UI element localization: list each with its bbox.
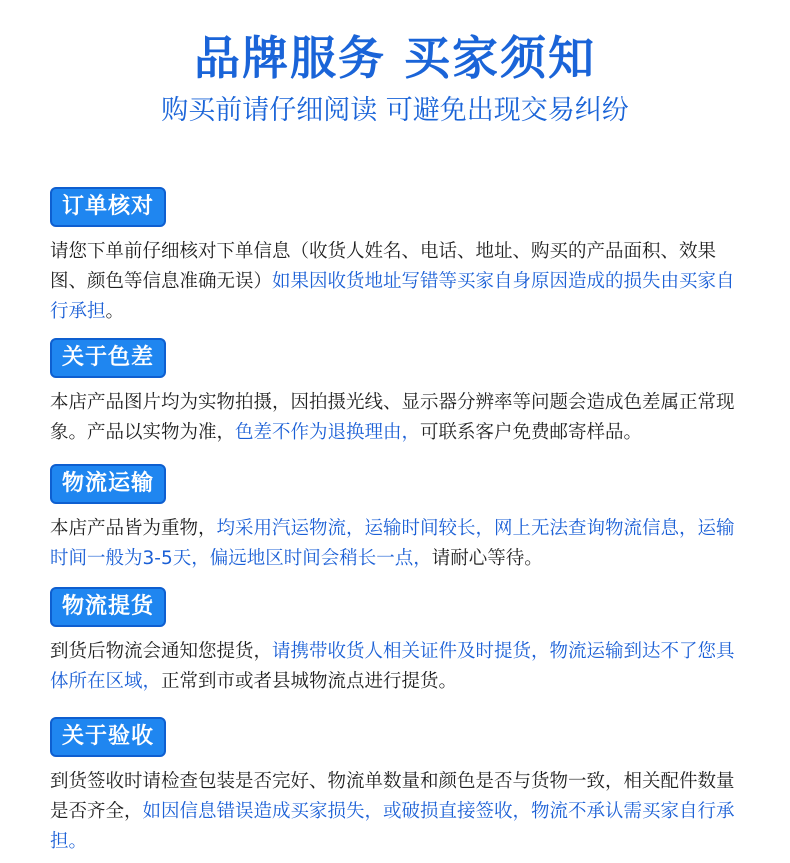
section-badge: 物流运输 xyxy=(50,464,166,504)
section-text-highlight: 色差不作为退换理由， xyxy=(235,422,421,443)
section-text xyxy=(50,637,750,697)
section-badge: 关于色差 xyxy=(50,338,166,378)
section-text xyxy=(50,388,750,448)
page-subtitle: 购买前请仔细阅读 可避免出现交易纠纷 xyxy=(161,95,629,126)
section-text xyxy=(50,767,750,857)
section-text-highlight: 如因信息错误造成买家损失，或破损直接签收，物流不承认需买家自行承担。 xyxy=(50,801,735,852)
section-text-tail: 可联系客户免费邮寄样品。 xyxy=(420,422,643,443)
section-text-highlight: 如果因收货地址写错等买家自身原因造成的损失由买家自行承担 xyxy=(50,271,735,322)
section-text-tail: 请耐心等待。 xyxy=(431,548,543,569)
section-logistics-transport xyxy=(50,464,750,574)
section-text-tail: 正常到市或者县城物流点进行提货。 xyxy=(161,671,458,692)
section-badge: 订单核对 xyxy=(50,187,166,227)
section-text-normal: 本店产品图片均为实物拍摄，因拍摄光线、显示器分辨率等问题会造成色差属正常现象。产品以实物为准， xyxy=(50,392,735,443)
section-color-difference xyxy=(50,338,750,448)
section-text-normal: 到货签收时请检查包装是否完好、物流单数量和颜色是否与货物一致，相关配件数量是否齐全， xyxy=(50,771,735,822)
section-text-normal: 本店产品皆为重物， xyxy=(50,518,217,539)
section-text-tail: 。 xyxy=(105,301,125,322)
section-text-highlight: 均采用汽运物流，运输时间较长，网上无法查询物流信息，运输时间一般为3-5天，偏远地区时间会稍长一点， xyxy=(50,518,735,569)
section-inspection xyxy=(50,717,750,857)
page-title: 品牌服务 买家须知 xyxy=(193,31,596,85)
section-badge: 物流提货 xyxy=(50,587,166,627)
section-logistics-pickup xyxy=(50,587,750,697)
section-text xyxy=(50,237,750,327)
section-text xyxy=(50,514,750,574)
section-text-normal: 请您下单前仔细核对下单信息（收货人姓名、电话、地址、购买的产品面积、效果图、颜色等信息准确无误） xyxy=(50,241,717,292)
section-badge: 关于验收 xyxy=(50,717,166,757)
section-text-highlight: 请携带收货人相关证件及时提货，物流运输到达不了您具体所在区域， xyxy=(50,641,735,692)
section-text-normal: 到货后物流会通知您提货， xyxy=(50,641,273,662)
section-order-check xyxy=(50,187,750,327)
